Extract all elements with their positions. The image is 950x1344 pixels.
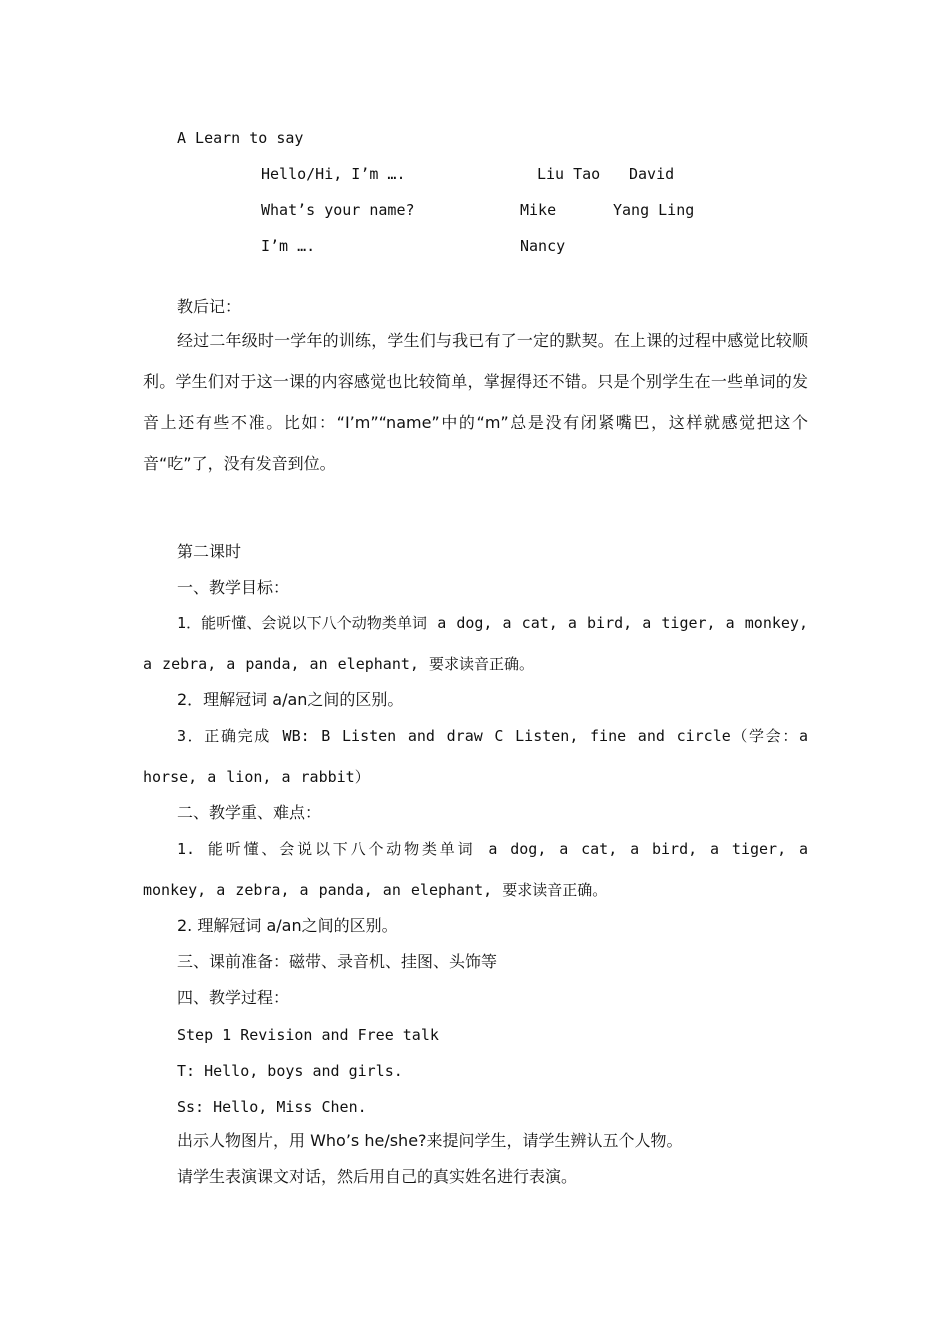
objective-item-1: 1．能听懂、会说以下八个动物类单词 a dog, a cat, a bird, a tiger, a monkey, a zebra, a panda, an elephant, 要求读音正确。: [143, 614, 808, 673]
name-nancy: Nancy: [520, 237, 566, 255]
key-points-heading: 二、教学重、难点：: [177, 803, 322, 822]
section-heading-learn-to-say: A Learn to say: [177, 129, 304, 147]
dialogue-teacher: T: Hello, boys and girls.: [177, 1062, 403, 1080]
key-point-item-1: 1. 能听懂、会说以下八个动物类单词 a dog, a cat, a bird, a tiger, a monkey, a zebra, a panda, an elephant, 要求读音正确。: [143, 840, 808, 899]
objective-item-3: 3．正确完成 WB: B Listen and draw C Listen, fine and circle（学会：a horse, a lion, a rabbit）: [143, 727, 808, 786]
name-liu-tao: Liu Tao: [537, 165, 601, 183]
phrase-hello: Hello/Hi, I’m ….: [261, 165, 406, 183]
reflection-body: 经过二年级时一学年的训练，学生们与我已有了一定的默契。在上课的过程中感觉比较顺利。学生们对于这一课的内容感觉也比较简单，掌握得还不错。只是个别学生在一些单词的发音上还有些不准。比如：“I’m”“name”中的“m”总是没有闭紧嘴巴，这样就感觉把这个音“吃”了，没有发音到位。: [143, 331, 808, 473]
phrase-whats-your-name: What’s your name?: [261, 201, 415, 219]
phrase-im: I’m ….: [261, 237, 316, 255]
dialogue-students: Ss: Hello, Miss Chen.: [177, 1098, 367, 1116]
objective-item-2: 2．理解冠词 a/an之间的区别。: [177, 690, 404, 709]
name-david: David: [629, 165, 675, 183]
preparation-line: 三、课前准备：磁带、录音机、挂图、头饰等: [177, 952, 498, 971]
lesson-title: 第二课时: [177, 542, 242, 561]
process-heading: 四、教学过程：: [177, 988, 290, 1007]
reflection-title: 教后记：: [177, 297, 242, 316]
step-1-title: Step 1 Revision and Free talk: [177, 1026, 439, 1044]
name-yang-ling: Yang Ling: [613, 201, 695, 219]
activity-item-1: 出示人物图片，用 Who’s he/she?来提问学生，请学生辨认五个人物。: [177, 1131, 683, 1150]
name-mike: Mike: [520, 201, 557, 219]
objectives-heading: 一、教学目标：: [177, 578, 290, 597]
key-point-item-2: 2. 理解冠词 a/an之间的区别。: [177, 916, 398, 935]
activity-item-2: 请学生表演课文对话，然后用自己的真实姓名进行表演。: [177, 1167, 578, 1186]
